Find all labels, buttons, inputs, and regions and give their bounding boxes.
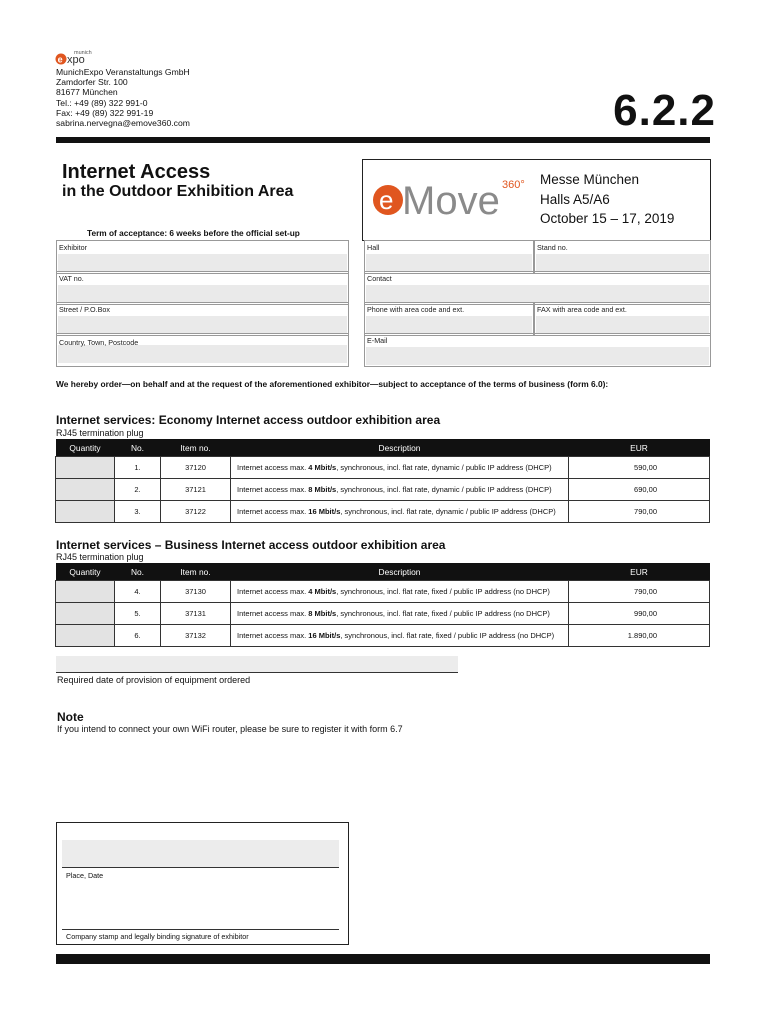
economy-subheading: RJ45 termination plug [56,428,144,438]
header-divider [56,137,710,143]
economy-heading: Internet services: Economy Internet access outdoor exhibition area [56,413,441,427]
item-number: 37120 [161,457,231,479]
item-description [231,581,569,603]
business-heading: Internet services – Business Internet access outdoor exhibition area [56,538,446,552]
desc-speed: 4 Mbit/s [308,463,337,472]
contact-label: Contact [367,274,392,283]
event-halls: Halls A5/A6 [540,191,610,207]
vat-field[interactable] [56,271,349,305]
svg-text:e: e [57,54,63,65]
desc-speed: 8 Mbit/s [308,485,337,494]
address-line: 81677 München [56,87,118,98]
exhibitor-field[interactable] [56,240,349,274]
order-statement: We hereby order—on behalf and at the request of the aforementioned exhibitor—subject to acceptance of the terms of business (form 6.0): [56,379,609,389]
svg-text:Move: Move [402,179,500,220]
row-number: 5. [115,603,161,625]
col-item-no: Item no. [161,439,231,457]
quantity-input[interactable] [56,625,115,647]
item-number: 37130 [161,581,231,603]
street-field[interactable] [56,302,349,336]
emove-logo [372,172,532,220]
country-field[interactable] [56,333,349,367]
table-row [56,457,710,479]
desc-speed: 4 Mbit/s [308,587,337,596]
col-item-no: Item no. [161,563,231,581]
contact-field[interactable] [364,271,711,305]
quantity-input[interactable] [56,501,115,523]
table-header-row [56,563,710,581]
business-subheading: RJ45 termination plug [56,552,144,562]
address-line: MunichExpo Veranstaltungs GmbH [56,67,190,77]
col-eur: EUR [569,563,710,581]
desc-suffix: , synchronous, incl. flat rate, fixed / public IP address (no DHCP) [336,609,550,618]
desc-suffix: , synchronous, incl. flat rate, dynamic / public IP address (DHCP) [340,507,556,516]
term-of-acceptance: Term of acceptance: 6 weeks before the official set-up [87,228,300,238]
item-price: 1.890,00 [569,625,710,647]
svg-text:e: e [379,185,394,215]
item-price: 590,00 [569,457,710,479]
email-label: E-Mail [367,336,388,345]
item-price: 790,00 [569,501,710,523]
item-description [231,625,569,647]
desc-suffix: , synchronous, incl. flat rate, dynamic / public IP address (DHCP) [336,463,552,472]
stand-field[interactable] [534,240,711,274]
desc-prefix: Internet access max. [237,463,309,472]
event-dates: October 15 – 17, 2019 [540,211,675,226]
item-description [231,603,569,625]
street-input[interactable] [58,316,347,334]
item-description [231,501,569,523]
desc-prefix: Internet access max. [237,631,309,640]
economy-table [55,439,710,523]
desc-prefix: Internet access max. [237,485,309,494]
row-number: 4. [115,581,161,603]
quantity-input[interactable] [56,603,115,625]
item-price: 690,00 [569,479,710,501]
exhibitor-label: Exhibitor [59,243,87,252]
desc-prefix: Internet access max. [237,507,309,516]
table-row [56,501,710,523]
email-input[interactable] [366,347,709,365]
form-number: 6.2.2 [613,86,716,135]
country-label: Country, Town, Postcode [59,338,139,347]
svg-text:xpo: xpo [67,54,85,66]
col-description: Description [231,563,569,581]
business-table [55,563,710,647]
table-row [56,581,710,603]
desc-speed: 16 Mbit/s [308,507,341,516]
form-subtitle: in the Outdoor Exhibition Area [62,183,294,200]
signature-line[interactable] [62,929,339,930]
item-description [231,457,569,479]
note-text: If you intend to connect your own WiFi router, please be sure to register it with form 6.7 [57,724,403,734]
item-price: 990,00 [569,603,710,625]
stand-input[interactable] [536,254,709,272]
munich-expo-logo [54,46,114,66]
hall-label: Hall [367,243,380,252]
item-number: 37131 [161,603,231,625]
event-venue: Messe München [540,172,640,187]
svg-text:munich: munich [74,50,92,56]
desc-suffix: , synchronous, incl. flat rate, fixed / public IP address (no DHCP) [336,587,550,596]
event-details [540,170,674,229]
item-number: 37122 [161,501,231,523]
table-header-row [56,439,710,457]
col-no: No. [115,439,161,457]
country-input[interactable] [58,345,347,363]
form-title: Internet Access [62,161,211,183]
contact-input[interactable] [366,285,709,303]
stand-label: Stand no. [537,243,568,252]
fax-field[interactable] [534,302,711,336]
quantity-input[interactable] [56,581,115,603]
row-number: 3. [115,501,161,523]
organizer-address [56,67,190,128]
row-number: 1. [115,457,161,479]
email-field[interactable] [364,333,711,367]
address-line: Zamdorfer Str. 100 [56,77,128,88]
phone-field[interactable] [364,302,534,336]
hall-input[interactable] [366,254,532,272]
email-link[interactable]: sabrina.nervegna@emove360.com [56,118,190,129]
phone-label: Phone with area code and ext. [367,305,465,314]
fax-label: FAX with area code and ext. [537,305,627,314]
item-number: 37132 [161,625,231,647]
row-number: 2. [115,479,161,501]
table-row [56,603,710,625]
item-description [231,479,569,501]
col-no: No. [115,563,161,581]
vat-label: VAT no. [59,274,84,283]
col-quantity: Quantity [56,439,115,457]
fax-input[interactable] [536,316,709,334]
place-date-input[interactable] [62,840,339,868]
desc-suffix: , synchronous, incl. flat rate, fixed / public IP address (no DHCP) [340,631,555,640]
row-number: 6. [115,625,161,647]
hall-field[interactable] [364,240,534,274]
desc-prefix: Internet access max. [237,609,309,618]
item-price: 790,00 [569,581,710,603]
address-line: Tel.: +49 (89) 322 991-0 [56,97,148,108]
col-quantity: Quantity [56,563,115,581]
svg-text:360°: 360° [502,179,525,191]
quantity-input[interactable] [56,479,115,501]
table-row [56,479,710,501]
footer-bar [56,954,710,964]
vat-input[interactable] [58,285,347,303]
note-heading: Note [57,710,84,724]
signature-label: Company stamp and legally binding signature of exhibitor [66,932,249,941]
desc-prefix: Internet access max. [237,587,309,596]
phone-input[interactable] [366,316,532,334]
col-eur: EUR [569,439,710,457]
desc-suffix: , synchronous, incl. flat rate, dynamic / public IP address (DHCP) [336,485,552,494]
place-date-label: Place, Date [66,871,104,880]
address-line: Fax: +49 (89) 322 991-19 [56,107,154,118]
desc-speed: 8 Mbit/s [308,609,337,618]
desc-speed: 16 Mbit/s [308,631,341,640]
quantity-input[interactable] [56,457,115,479]
required-date-input[interactable] [56,656,458,673]
required-date-label: Required date of provision of equipment ordered [57,675,251,685]
col-description: Description [231,439,569,457]
item-number: 37121 [161,479,231,501]
exhibitor-input[interactable] [58,254,347,272]
table-row [56,625,710,647]
street-label: Street / P.O.Box [59,305,111,314]
